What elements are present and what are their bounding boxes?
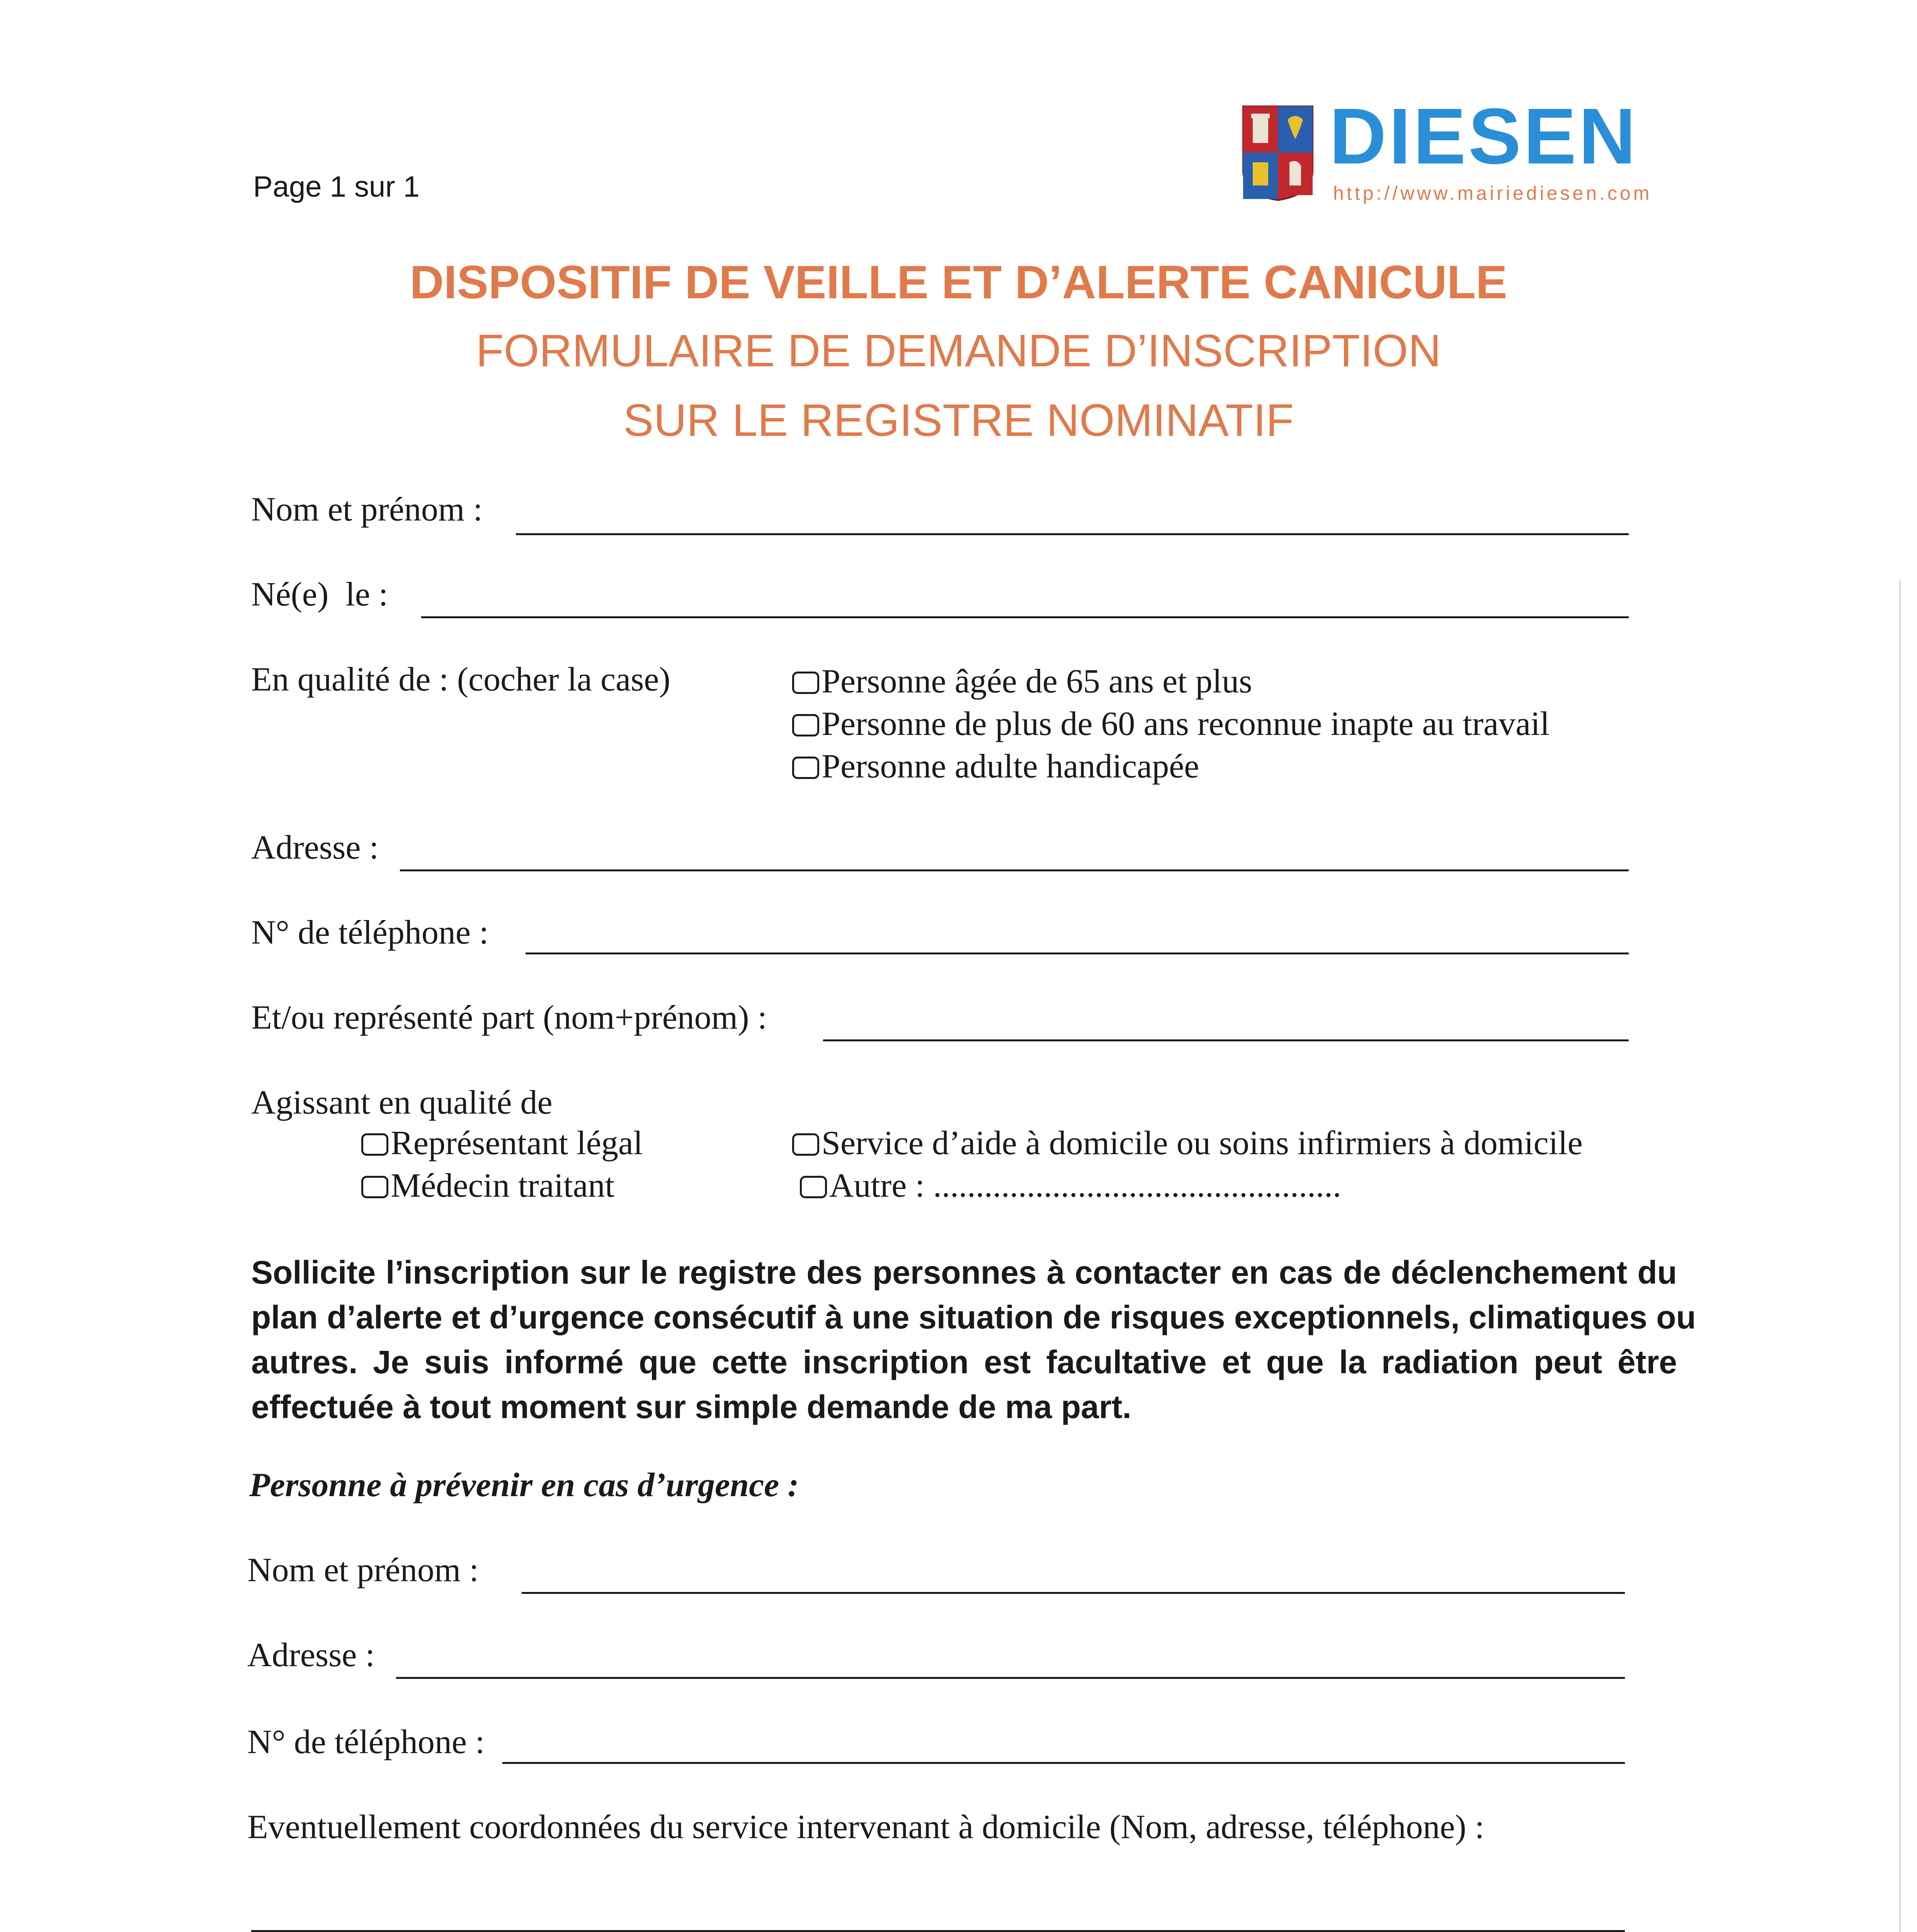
name-label: Nom et prénom : — [251, 491, 483, 528]
emergency-address-label: Adresse : — [247, 1636, 375, 1674]
quality-option-inapte[interactable] — [792, 707, 1550, 741]
checkbox[interactable] — [792, 757, 819, 779]
represented-field[interactable] — [823, 1039, 1629, 1041]
service-label: Eventuellement coordonnées du service intervenant à domicile (Nom, adresse, téléphone) : — [247, 1808, 1485, 1846]
emergency-phone-field[interactable] — [502, 1762, 1625, 1764]
statement-line: plan d’alerte et d’urgence consécutif à une situation de risques exceptionnels, climatiques ou — [251, 1299, 1696, 1335]
logo-wordmark: DIESEN — [1329, 92, 1638, 180]
acting-option-label: Médecin traitant — [391, 1167, 615, 1204]
service-field[interactable] — [251, 1930, 1625, 1932]
acting-option-doctor[interactable] — [361, 1169, 614, 1203]
checkbox[interactable] — [792, 714, 819, 736]
acting-label: Agissant en qualité de — [251, 1084, 553, 1121]
checkbox[interactable] — [361, 1176, 388, 1198]
statement-paragraph — [251, 1250, 1696, 1429]
acting-option-legal[interactable] — [361, 1126, 643, 1160]
statement-line: Sollicite l’inscription sur le registre des personnes à contacter en cas de déclenchement du — [251, 1254, 1677, 1291]
emergency-address-field[interactable] — [396, 1677, 1625, 1679]
address-field[interactable] — [400, 869, 1629, 871]
page-number: Page 1 sur 1 — [253, 170, 420, 203]
title-line-1: DISPOSITIF DE VEILLE ET D’ALERTE CANICULE — [410, 256, 1507, 308]
scan-edge-divider — [1899, 580, 1901, 1932]
quality-option-label: Personne âgée de 65 ans et plus — [822, 663, 1252, 700]
checkbox[interactable] — [792, 672, 819, 694]
checkbox[interactable] — [361, 1133, 388, 1156]
quality-label: En qualité de : (cocher la case) — [251, 661, 670, 698]
birth-date-field[interactable] — [421, 616, 1629, 618]
statement-line: autres. Je suis informé que cette inscription est facultative et que la radiation peut être — [251, 1344, 1677, 1380]
name-field[interactable] — [516, 533, 1629, 535]
quality-option-label: Personne de plus de 60 ans reconnue inapte au travail — [822, 705, 1550, 743]
acting-option-label: Service d’aide à domicile ou soins infirmiers à domicile — [822, 1124, 1583, 1162]
emergency-name-field[interactable] — [522, 1592, 1625, 1594]
logo-url: http://www.mairiediesen.com — [1333, 182, 1652, 204]
quality-option-handicap[interactable] — [792, 750, 1199, 784]
acting-option-label: Représentant légal — [391, 1124, 643, 1162]
acting-option-other[interactable] — [800, 1169, 1341, 1203]
checkbox[interactable] — [792, 1133, 819, 1156]
quality-option-label: Personne adulte handicapée — [822, 748, 1199, 785]
statement-line: effectuée à tout moment sur simple demande de ma part. — [251, 1389, 1131, 1425]
checkbox[interactable] — [800, 1176, 827, 1198]
title-line-2: FORMULAIRE DE DEMANDE D’INSCRIPTION — [476, 325, 1441, 376]
birth-label: Né(e) le : — [251, 576, 388, 613]
phone-field[interactable] — [526, 952, 1629, 954]
title-line-3: SUR LE REGISTRE NOMINATIF — [623, 395, 1294, 446]
phone-label: N° de téléphone : — [251, 914, 489, 951]
emergency-heading: Personne à prévenir en cas d’urgence : — [249, 1466, 799, 1504]
quality-option-65[interactable] — [792, 665, 1252, 699]
acting-option-label: Autre : ................................................ — [829, 1167, 1341, 1204]
emergency-phone-label: N° de téléphone : — [247, 1723, 485, 1761]
emergency-name-label: Nom et prénom : — [247, 1551, 479, 1589]
acting-option-service[interactable] — [792, 1126, 1583, 1160]
represented-label: Et/ou représenté part (nom+prénom) : — [251, 999, 767, 1036]
address-label: Adresse : — [251, 829, 379, 866]
town-crest-icon — [1241, 104, 1315, 201]
